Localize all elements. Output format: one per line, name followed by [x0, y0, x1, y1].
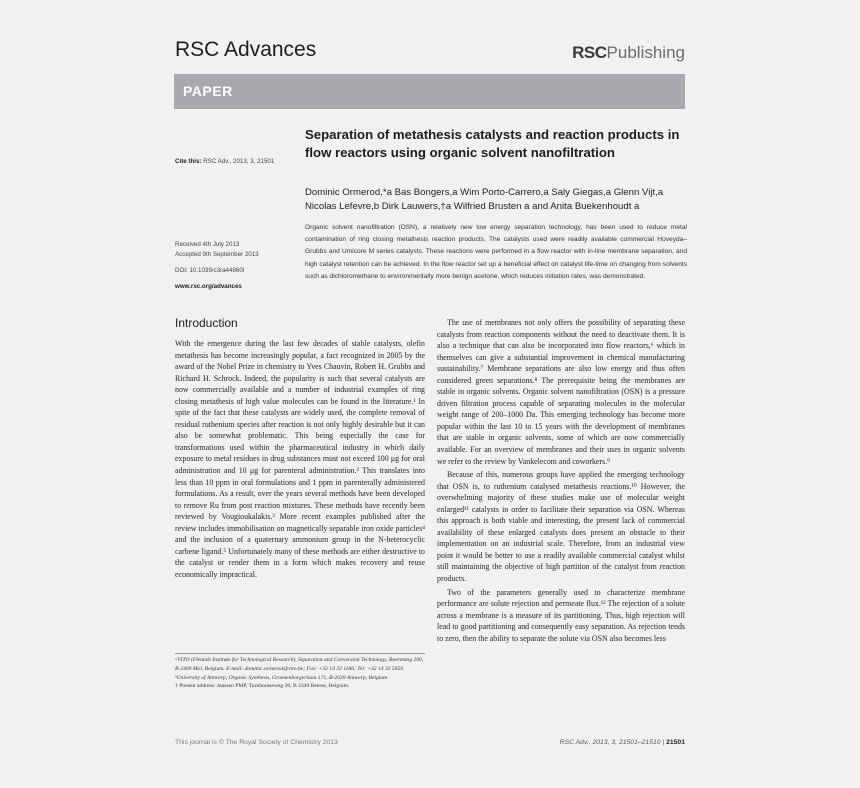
publisher-logo: [572, 43, 685, 63]
section-heading-introduction: Introduction: [175, 316, 238, 330]
paragraph: Because of this, numerous groups have applied the emerging technology that OSN is, to ruthenium catalysed metathesis reactions.¹⁰ However, the overwhelming majority of these studies make use of molecular weight enlarged¹¹ catalysts in order to facilitate their separation via OSN. Whereas this approach is both viable and interesting, the present lack of commercial availability of these enlarged catalysts does present an obstacle to their implementation on an industrial scale. Therefore, from an industrial view point it would be better to use a readily available commercial catalyst whilst still maintaining the objective of high partition of the catalyst from reaction products.: [437, 470, 685, 584]
footnote-present-address: † Present address: Janssen PMP, Turnhoutseweg 30, B 2340 Beerse, Belgium.: [175, 683, 350, 690]
publisher-logo-rest: Publishing: [606, 43, 685, 62]
body-column-right: [437, 317, 685, 644]
footnote-affiliation-a: ᵃVITO (Flemish Institute for Technological Research), Separation and Conversion Technology, Boeretang 200, B-2400 Mol, Belgium. E-mail: dominic.ormerod@vito.be; Fax: +32 14 32 1186; Tel: +32 14 33 5650: [175, 657, 424, 672]
author-list: [305, 186, 690, 214]
cite-this: [175, 157, 274, 167]
paragraph: Two of the parameters generally used to characterize membrane performance are solute rejection and permeate flux.¹² The rejection of a solute across a membrane is a measure of its partitioning. Thus, high rejection will lead to good partitioning and consequently easy separation. As rejection tends to zero, then the ability to separate the solute via OSN also becomes less: [437, 587, 685, 643]
cite-label: Cite this:: [175, 158, 202, 165]
paragraph: With the emergence during the last few decades of stable catalysts, olefin metathesis has become increasingly popular, a fact recognized in 2005 by the award of the Nobel Prize in chemistry to Yves Chauvin, Robert H. Grubbs and Richard H. Schrock. Indeed, the popularity is such that several catalysts are now commercially available and a number of industrial examples of ring closing metathesis of high value molecules can be found in the literature.¹ In spite of the fact that these catalysts are widely used, the complete removal of residual ruthenium species after reaction is not only highly desirable but it can also be somewhat problematic. This being especially the case for transformations used within the pharmaceutical industry in which daily exposure to metal residues in drug substances must not exceed 100 μg for oral administration and 10 μg for parenteral administration.² This translates into less than 10 ppm in oral formulations and 1 ppm in parenterally administered formulations. As a result, over the years several methods have been developed to remove Ru from post reaction mixtures. These methods have recently been reviewed by Vougioukalakis.³ More recent examples published after the review includes immobilisation on magnetically separable iron oxide particles⁴ and the inclusion of a quaternary ammonium group in the N-heterocyclic carbene ligand.⁵ Unfortunately many of these methods are either destructive to the catalyst or render them in a form which makes recovery and reuse economically impractical.: [175, 339, 425, 579]
article-type-label: PAPER: [183, 83, 233, 99]
page-citation: RSC Adv., 2013, 3, 21501–21510 | 21501: [559, 739, 685, 746]
copyright-notice: This journal is © The Royal Society of Chemistry 2013: [175, 739, 338, 746]
article-type-banner: [174, 74, 685, 109]
received-date: Received 4th July 2013: [175, 241, 240, 248]
abstract: Organic solvent nanofiltration (OSN), a relatively new low energy separation technology, has been used to reduce metal contamination of ring closing metathesis reaction products. The catalysts used were readily available commercial Hoveyda–Grubbs and Umicore M series catalysts. These reactions were performed in a flow reactor with in-line membrane separation, and high catalyst retention can be achieved. In the flow reactor set up a beneficial effect on catalyst life-time on changing from solvents such as dichloromethane to environmentally more benign acetone, which reduces initiation rates, was demonstrated.: [305, 224, 687, 280]
article-title: Separation of metathesis catalysts and reaction products in flow reactors using organic solvent nanofiltration: [305, 127, 680, 160]
footnote-divider: [175, 653, 425, 654]
accepted-date: Accepted 9th September 2013: [175, 251, 259, 258]
doi[interactable]: DOI: 10.1039/c3ra44860l: [175, 267, 245, 274]
footnotes: [175, 656, 425, 691]
paragraph: The use of membranes not only offers the possibility of separating these catalysts from reaction components without the need to deactivate them. It is also a technique that can also be incorporated into flow reactors,⁶ which in themselves can give a substantial improvement in chemical manufacturing sustainability.⁷ Membrane separations are also low energy and thus often considered green separations.⁸ The prerequisite being the membranes are stable in organic solvents. Organic solvent nanofiltration (OSN) is a pressure driven filtration process capable of separating molecules in the molecular weight range of 200–1000 Da. This emerging technology has become more popular within the last 10 to 15 years with the development of membranes that are stable in organic solvents, some of which are now commercially available. For an overview of membranes and their uses in organic solvents we refer to the review by Vankelecom and coworkers.⁹: [437, 318, 685, 466]
footer-citation: RSC Adv., 2013, 3, 21501–21510: [559, 739, 661, 746]
journal-title: RSC Advances: [175, 38, 317, 61]
footnote-affiliation-b: ᵇUniversity of Antwerp, Organic Synthesis, Groenenborgerlaan 171, B-2020 Antwerp, Belgium: [175, 674, 388, 681]
author-line-1: Dominic Ormerod,*a Bas Bongers,a Wim Porto-Carrero,a Saly Giegas,a Glenn Vijt,a: [305, 187, 664, 198]
page-number: 21501: [666, 739, 685, 746]
journal-url-text[interactable]: www.rsc.org/advances: [175, 283, 242, 290]
author-line-2: Nicolas Lefevre,b Dirk Lauwers,†a Wilfried Brusten a and Anita Buekenhoudt a: [305, 201, 640, 212]
body-column-left: [175, 338, 425, 580]
journal-url[interactable]: [175, 282, 242, 292]
cite-value: RSC Adv., 2013, 3, 21501: [203, 158, 275, 165]
publisher-logo-rsc: RSC: [572, 43, 607, 62]
